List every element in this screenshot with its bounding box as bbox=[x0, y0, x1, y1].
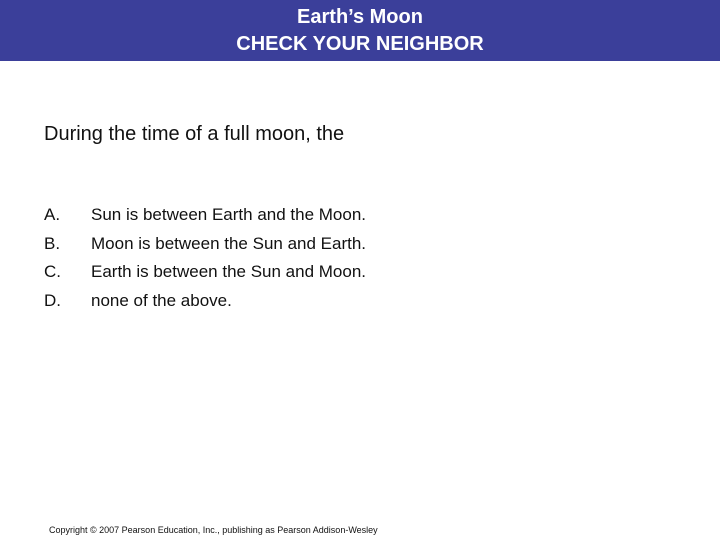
slide-subtitle: CHECK YOUR NEIGHBOR bbox=[236, 33, 484, 55]
choice-b bbox=[44, 230, 366, 259]
choice-d bbox=[44, 287, 366, 316]
choice-letter: A. bbox=[44, 205, 61, 224]
choice-text: Moon is between the Sun and Earth. bbox=[91, 233, 367, 253]
choice-letter: B. bbox=[44, 233, 61, 253]
slide-title-bar bbox=[0, 0, 720, 61]
choice-letter: D. bbox=[44, 290, 61, 310]
choice-text: Earth is between the Sun and Moon. bbox=[91, 262, 367, 281]
choice-text: none of the above. bbox=[91, 290, 232, 310]
answer-choices bbox=[44, 201, 366, 315]
choice-letter: C. bbox=[44, 262, 61, 281]
copyright-footer: Copyright © 2007 Pearson Education, Inc., publishing as Pearson Addison-Wesley bbox=[49, 525, 378, 535]
choice-text: Sun is between Earth and the Moon. bbox=[91, 205, 367, 224]
slide-title: Earth’s Moon bbox=[297, 6, 423, 28]
question-text: During the time of a full moon, the bbox=[44, 123, 345, 145]
choice-a bbox=[44, 201, 366, 230]
choice-c bbox=[44, 258, 366, 287]
